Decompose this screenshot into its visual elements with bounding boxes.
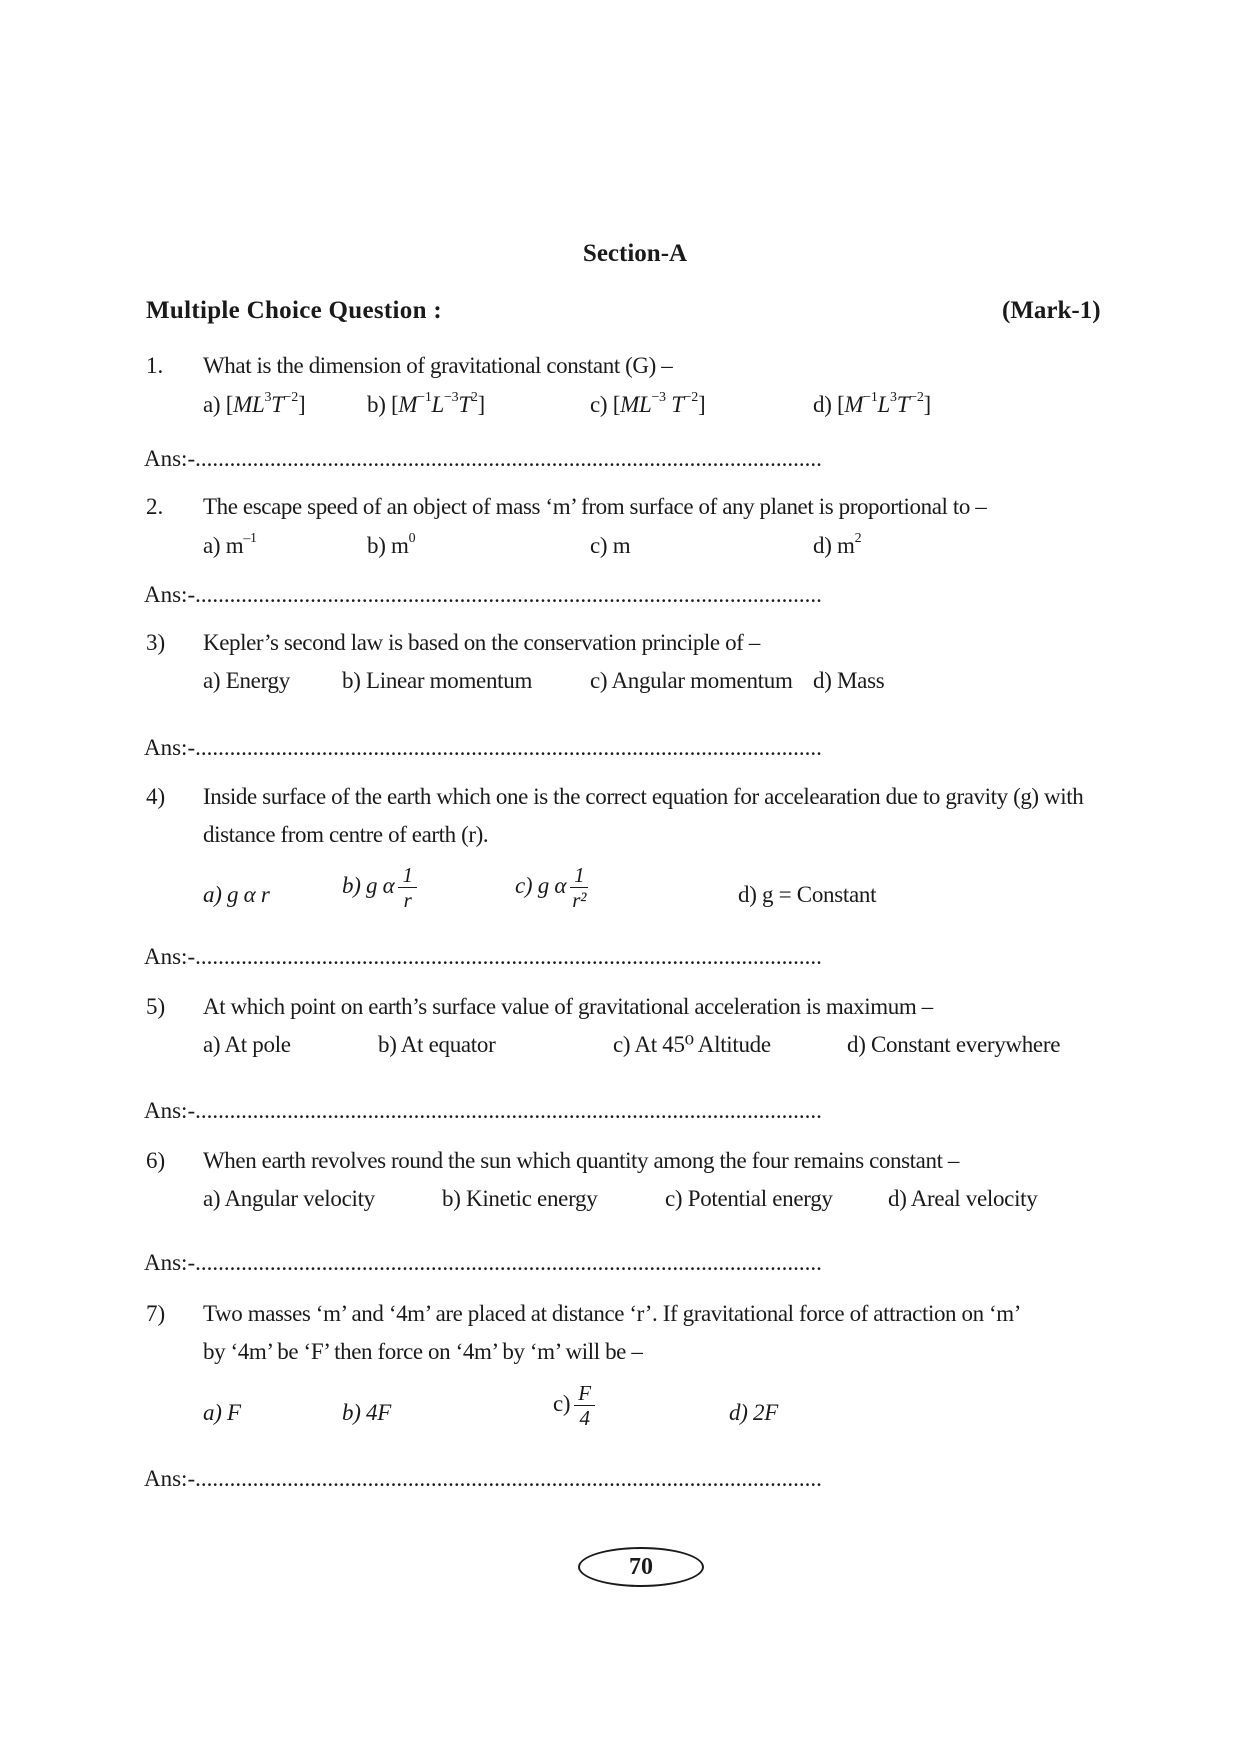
question-5-option-a: a) At pole (203, 1032, 291, 1057)
question-2-option-a: a) $m^{-1}$ (203, 531, 257, 558)
question-6-option-c: c) Potential energy (665, 1186, 833, 1211)
question-4-text: Inside surface of the earth which one is the correct equation for accelearation due to gravity (g) with (203, 784, 1084, 809)
mcq-heading: Multiple Choice Question : (146, 297, 442, 324)
question-4-option-c: c) g α $\frac{1}{\text{r²}}$ (515, 864, 592, 911)
question-3-option-c: c) Angular momentum (590, 668, 793, 693)
fraction-numerator: F (574, 1382, 595, 1406)
question-6-number: 6) (146, 1148, 166, 1173)
question-6-option-b: b) Kinetic energy (442, 1186, 598, 1211)
section-title: Section-A (582, 240, 688, 267)
question-5-text: At which point on earth’s surface value of gravitational acceleration is maximum – (203, 994, 933, 1019)
question-2-number: 2. (146, 494, 164, 519)
question-7-option-b: b) 4F (342, 1400, 391, 1425)
question-4-number: 4) (146, 784, 166, 809)
mark-label: (Mark-1) (1002, 297, 1101, 324)
question-3-option-b: b) Linear momentum (342, 668, 533, 693)
question-2-option-d: d) $m^2$ (813, 531, 862, 558)
question-5-number: 5) (146, 994, 166, 1019)
question-2-option-c: c) m (590, 533, 631, 558)
question-4-option-d: d) g = Constant (738, 882, 877, 907)
question-1-text: What is the dimension of gravitational constant (G) – (203, 353, 673, 378)
question-6-option-d: d) Areal velocity (888, 1186, 1038, 1211)
answer-line-5: Ans:-............................................................................................................. (144, 1098, 822, 1123)
question-3-option-d: d) Mass (813, 668, 885, 693)
answer-line-6: Ans:-............................................................................................................. (144, 1250, 822, 1275)
question-4-option-a: a) g α r (203, 882, 270, 907)
question-6-option-a: a) Angular velocity (203, 1186, 375, 1211)
question-2-text: The escape speed of an object of mass ‘m’ from surface of any planet is proportional to – (203, 494, 987, 519)
question-3-option-a: a) Energy (203, 668, 290, 693)
question-7-option-d: d) 2F (729, 1400, 778, 1425)
question-5-option-b: b) At equator (378, 1032, 496, 1057)
answer-line-2: Ans:-............................................................................................................. (144, 582, 822, 607)
question-7-number: 7) (146, 1301, 166, 1326)
page-number: 70 (578, 1547, 704, 1587)
question-5-option-d: d) Constant everywhere (847, 1032, 1061, 1057)
question-5-option-c: c) At 45⁰ Altitude (613, 1032, 771, 1057)
question-7-option-c: c) $\frac{F}{4}$ (553, 1382, 599, 1429)
question-1-option-d: d) $[M^{-1}L^3T^{-2}]$ (813, 390, 931, 417)
question-3-number: 3) (146, 630, 166, 655)
question-1-option-c: c) [$ML^{-3}$ $T^{-2}$] (590, 390, 706, 417)
question-1-option-b: b) $[M^{-1}L^{-3}T^2]$ (367, 390, 485, 417)
question-7-text-line-2: by ‘4m’ be ‘F’ then force on ‘4m’ by ‘m’ will be – (203, 1339, 643, 1364)
question-1-number: 1. (146, 353, 164, 378)
answer-line-4: Ans:-............................................................................................................. (144, 944, 822, 969)
question-7-text: Two masses ‘m’ and ‘4m’ are placed at distance ‘r’. If gravitational force of attraction on ‘m’ (203, 1301, 1022, 1326)
question-3-text: Kepler’s second law is based on the conservation principle of – (203, 630, 760, 655)
fraction-denominator: 4 (579, 1406, 590, 1430)
fraction-numerator: 1 (398, 864, 416, 888)
answer-line-1: Ans:-............................................................................................................. (144, 446, 822, 471)
fraction-denominator: r² (572, 888, 587, 912)
question-7-option-a: a) F (203, 1400, 241, 1425)
question-1-option-a: a) $[ML^3T^{-2}]$ (203, 390, 306, 417)
fraction-numerator: 1 (570, 864, 588, 888)
fraction-denominator: r (403, 888, 412, 912)
answer-line-3: Ans:-............................................................................................................. (144, 735, 822, 760)
answer-line-7: Ans:-............................................................................................................. (144, 1466, 822, 1491)
question-4-text-line-2: distance from centre of earth (r). (203, 822, 489, 847)
question-6-text: When earth revolves round the sun which quantity among the four remains constant – (203, 1148, 960, 1173)
question-2-option-b: b) $m^0$ (367, 531, 416, 558)
question-4-option-b: b) g α $\frac{1}{r}$ (342, 864, 421, 911)
